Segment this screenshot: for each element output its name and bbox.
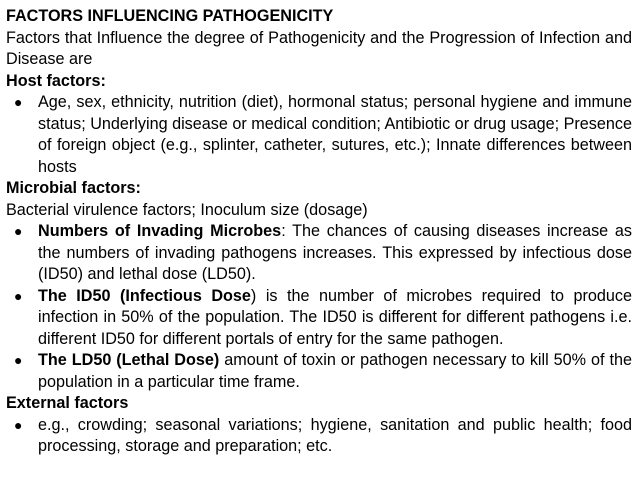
bullet-icon: ● (14, 416, 23, 433)
microbial-factors-heading: Microbial factors: (6, 179, 141, 197)
host-factors-item (6, 92, 632, 178)
microbial-factors-intro: Bacterial virulence factors; Inoculum size (dosage) (6, 200, 368, 219)
document-page (6, 6, 632, 458)
external-factors-heading: External factors (6, 394, 129, 412)
microbial-item-text: amount of toxin or pathogen necessary to kill 50% of the population in a particular time frame. (38, 351, 632, 391)
intro-paragraph: Factors that Influence the degree of Pathogenicity and the Progression of Infection and Disease are (6, 28, 632, 68)
bullet-icon: ● (14, 287, 23, 304)
microbial-item-text: ) is the number of microbes required to produce infection in 50% of the population. The ID50 is different for different pathogens i.e. different ID50 for different portals of entry for the same pathogen. (38, 286, 632, 348)
external-factors-text: e.g., crowding; seasonal variations; hygiene, sanitation and public health; food processing, storage and preparation; etc. (38, 415, 632, 455)
microbial-item-invading-microbes (6, 221, 632, 286)
host-factors-heading: Host factors: (6, 71, 106, 90)
bullet-icon: ● (14, 352, 23, 368)
document-title: FACTORS INFLUENCING PATHOGENICITY (6, 7, 334, 25)
microbial-item-ld50 (6, 350, 632, 393)
microbial-item-term: The ID50 (Infectious Dose (38, 286, 251, 305)
microbial-item-id50 (6, 286, 632, 351)
bullet-icon: ● (14, 223, 23, 239)
microbial-item-term: Numbers of Invading Microbes (38, 222, 282, 240)
host-factors-list (6, 92, 632, 178)
external-factors-list (6, 415, 632, 458)
external-factors-item (6, 415, 632, 458)
microbial-factors-list (6, 221, 632, 393)
microbial-item-text: : The chances of causing diseases increase as the numbers of invading pathogens increases. This expressed by infectious dose (ID50) and lethal dose (LD50). (38, 222, 632, 283)
host-factors-text: Age, sex, ethnicity, nutrition (diet), hormonal status; personal hygiene and immune status; Underlying disease or medical condition; Antibiotic or drug usage; Presence of foreign object (e.g., splinter, catheter, sutures, etc.); Innate differences between hosts (38, 93, 632, 176)
bullet-icon: ● (14, 94, 23, 110)
microbial-item-term: The LD50 (Lethal Dose) (38, 351, 220, 369)
